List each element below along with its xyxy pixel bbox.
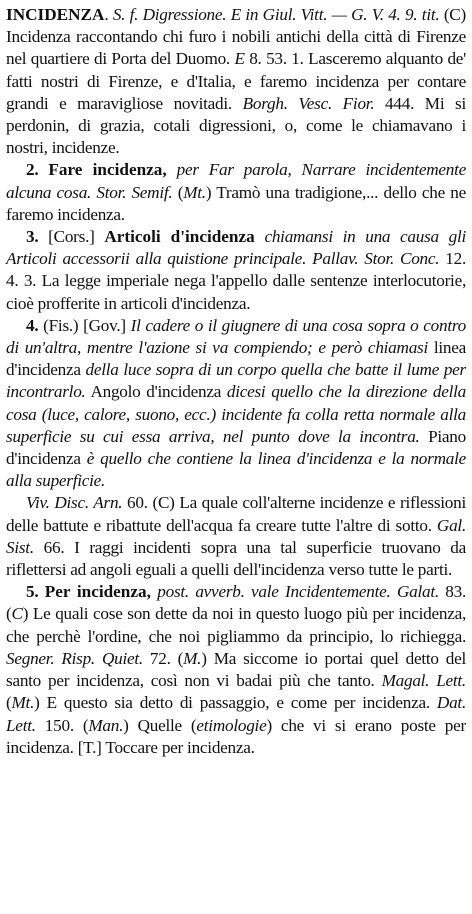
citation: Viv. Disc. Arn. — [26, 493, 123, 513]
text: (Fis.) [Gov.] — [38, 315, 131, 335]
sense-2 — [6, 159, 466, 226]
headword: INCIDENZA — [6, 5, 105, 24]
citation: Segner. Risp. Quiet. — [6, 648, 143, 668]
citation: Magal. Lett. — [381, 671, 466, 691]
text: . — [104, 5, 113, 24]
sense-headword: Per incidenza, — [44, 582, 151, 602]
italic-text: della luce sopra di un corpo quella che batte il lume per incontrarlo. — [6, 360, 466, 402]
text: 66. I raggi incidenti sopra una tal superficie truovano da riflettersi ad angoli eguali a quelli dell'incidenza verso tutte le parti. — [6, 537, 466, 580]
text: ) E questo sia detto di passaggio, e come per incidenza. — [34, 693, 437, 713]
text: 150. ( — [35, 715, 89, 735]
text: 60. (C) La quale coll'alterne incidenze e riflessioni delle battute e ribattute dell'acqua fa creare tutte l'altre di sotto. — [6, 493, 466, 535]
text: 72. ( — [142, 648, 184, 668]
citations-4 — [6, 492, 466, 581]
text: ) Tramò una tradigione,... dello che ne faremo incidenza. — [6, 182, 467, 224]
text: [Cors.] — [38, 227, 105, 247]
text: Angolo d'incidenza — [85, 382, 227, 402]
text: ( — [172, 182, 184, 202]
italic-text: Mt. — [11, 693, 35, 713]
italic-text: Mt. — [183, 182, 206, 202]
italic-text: M. — [183, 648, 202, 668]
text: 12. 4. 3. La legge imperiale nega l'appello dalle sentenze interlocutorie, cioè profferite in articoli d'incidenza. — [6, 249, 467, 313]
citation: E — [234, 49, 245, 69]
text: ) Ma siccome io portai quel detto del santo per incidenza, così non vi badai più che tanto. — [6, 648, 466, 691]
sense-4 — [6, 315, 466, 493]
text: 8. 53. 1. Lasceremo alquanto de' fatti nostri di Firenze, e d'Italia, e faremo incidenza per contare grandi e maravigliose novitadi. — [6, 49, 467, 113]
citation: Gal. Sist. — [6, 515, 466, 557]
text: Piano d'incidenza — [6, 426, 466, 469]
sense-number: 3. — [26, 227, 39, 247]
italic-text: post. avverb. vale Incidentemente. Galat. — [150, 582, 439, 602]
citation: Dat. Lett. — [6, 693, 466, 735]
sense-number: 2. — [26, 160, 39, 180]
text: ( — [6, 693, 12, 713]
italic-text: dicesi quello che la direzione della cosa (luce, calore, suono, ecc.) incidente fa colla retta normale alla superficie su cui essa arriva, nel punto dove la incontra. — [6, 382, 466, 446]
text: (C) Incidenza raccontando chi furo i nobili antichi della città di Firenze nel quartiere di Porta del Duomo. — [6, 5, 466, 69]
italic-text: C — [11, 604, 23, 624]
text: ) Quelle ( — [123, 715, 197, 735]
text: linea d'incidenza — [6, 338, 466, 380]
italic-text: chiamansi in una causa gli Articoli accessorii alla quistione principale. Pallav. Stor. Conc. — [6, 227, 466, 269]
italic-text: Il cadere o il giugnere di una cosa sopra o contro di un'altra, mentre l'azione si va compiendo; e però chiamasi — [6, 315, 466, 358]
entry-incidenza — [6, 4, 466, 159]
text: ) che vi si erano poste per incidenza. [T.] Toccare per incidenza. — [6, 715, 466, 757]
sense-3 — [6, 226, 466, 315]
italic-text: per Far parola, Narrare incidentemente alcuna cosa. Stor. Semif. — [6, 160, 466, 202]
text: 83. ( — [6, 582, 467, 624]
sense-5 — [6, 581, 466, 759]
italic-text: è quello che contiene la linea d'incidenza e la normale alla superficie. — [6, 449, 466, 491]
sense-number: 4. — [26, 315, 39, 335]
italic-text: etimologie — [196, 715, 267, 735]
text: ) Le quali cose son dette da noi in questo luogo più per incidenza, che perchè l'ordine, che noi pigliammo da principio, lo richiegga. — [6, 604, 466, 646]
sense-headword: Fare incidenza, — [48, 160, 167, 180]
italic-text: S. f. Digressione. E in Giul. Vitt. — G. V. 4. 9. tit. — [112, 5, 440, 24]
text: 444. Mi si perdonin, di grazia, cotali digressioni, o, come le chiamavano i nostri, incidenze. — [6, 93, 466, 158]
citation: Borgh. Vesc. Fior. — [242, 93, 375, 113]
sense-number: 5. — [26, 582, 39, 602]
sense-headword: Articoli d'incidenza — [104, 227, 255, 247]
italic-text: Man. — [88, 715, 124, 735]
